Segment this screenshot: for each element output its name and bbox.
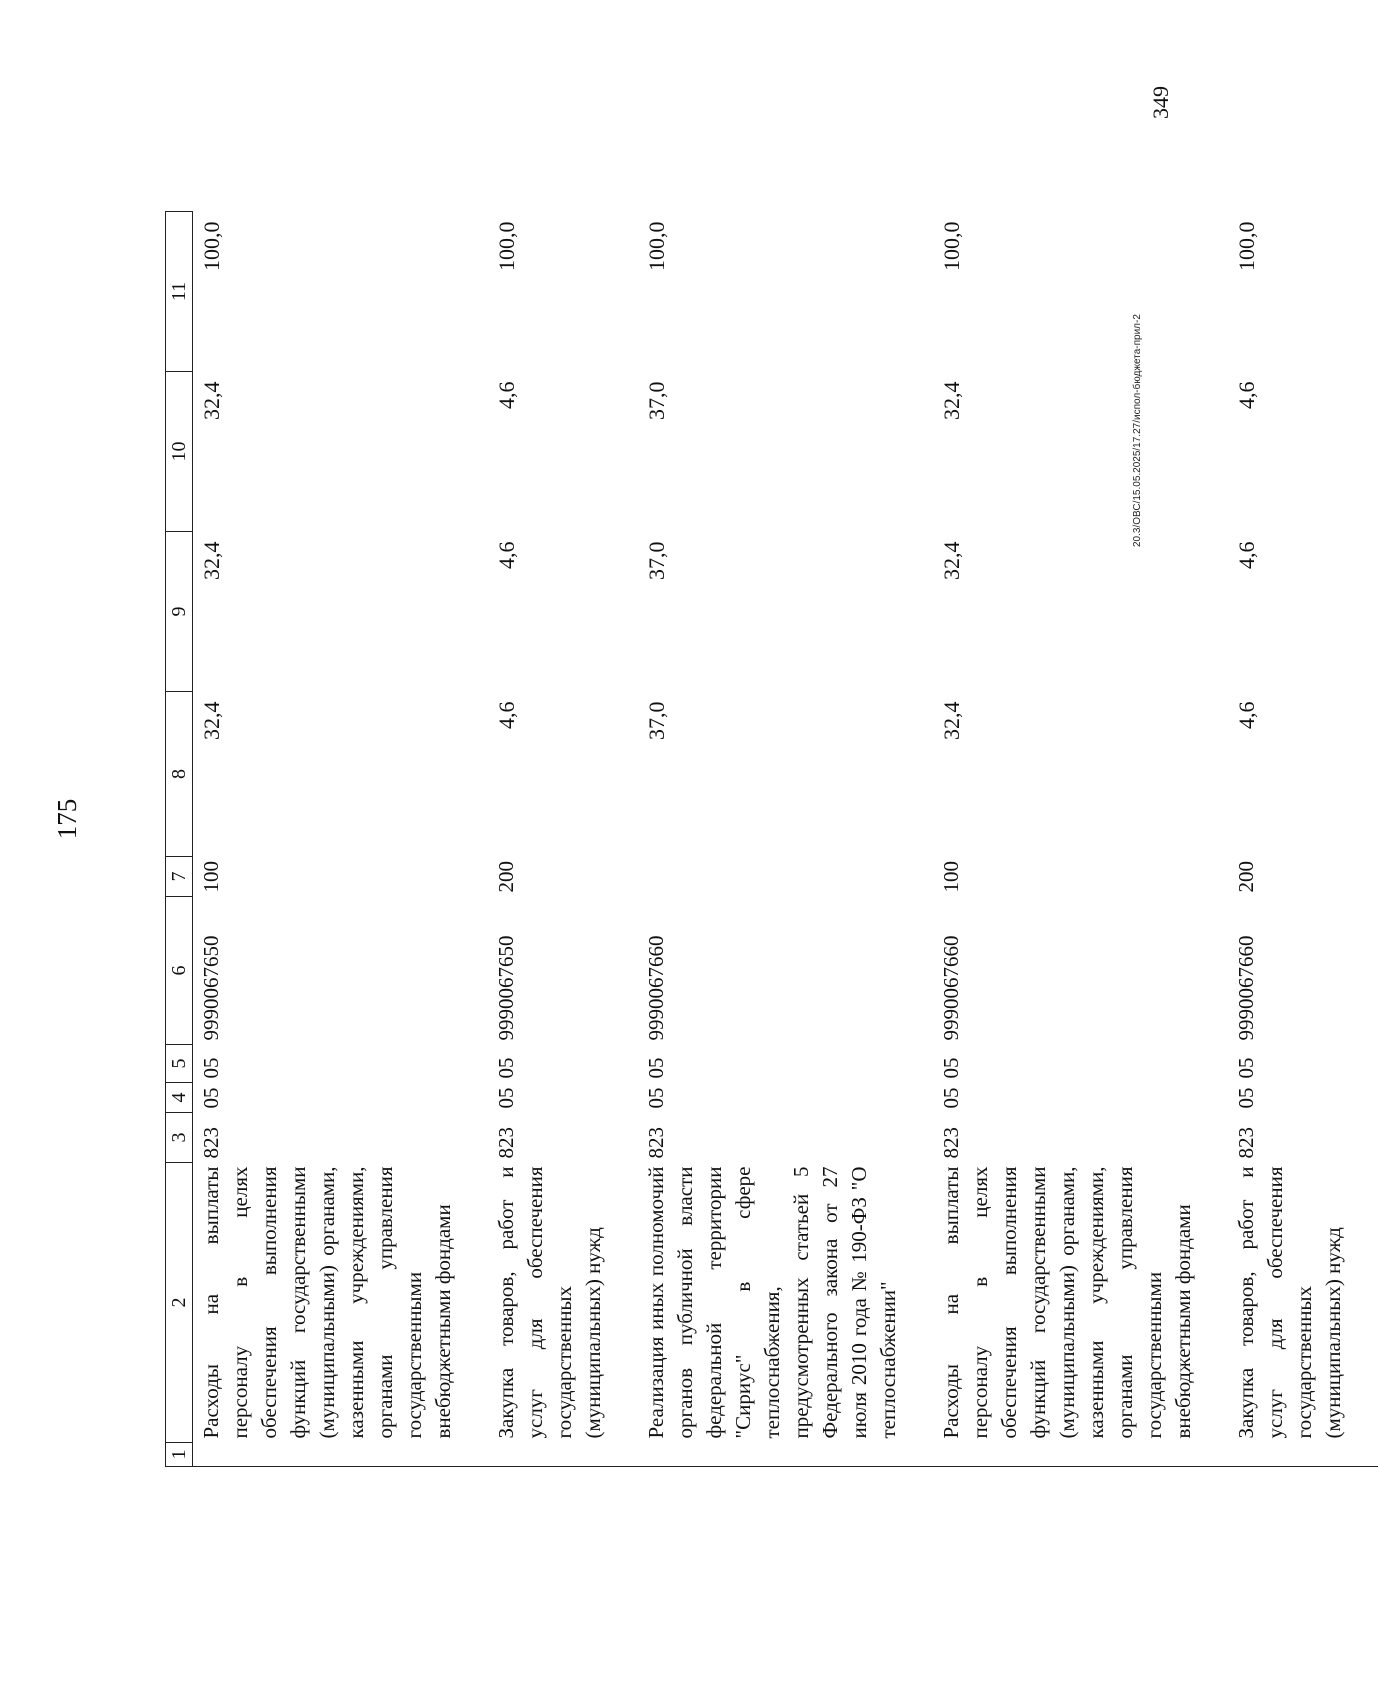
row-value-11: 100,0 [199, 221, 224, 271]
row-value-11: 100,0 [644, 221, 669, 271]
row-value-10: 4,6 [494, 381, 519, 409]
row-code-4: 05 [494, 1087, 518, 1109]
document-footer-code: 20.3/ОВС/15.05.2025/17.27/испол-бюджета-прил-2 [1132, 314, 1143, 547]
row-code-4: 05 [199, 1087, 223, 1109]
header-cell: 2 [166, 1163, 193, 1443]
table-row [933, 212, 1228, 1467]
row-value-9: 37,0 [644, 541, 669, 580]
row-code-4: 05 [939, 1087, 963, 1109]
row-value-8: 4,6 [1234, 701, 1259, 729]
row-value-8: 37,0 [644, 701, 669, 740]
row-value-10: 32,4 [939, 381, 964, 420]
header-cell: 9 [166, 532, 193, 692]
budget-table [165, 211, 1378, 1467]
row-description: Закупка товаров, работ и услуг для обеспечения государственных (муниципальных) нужд [1234, 1166, 1345, 1439]
row-description: Расходы на выплаты персоналу в целях обеспечения выполнения функций государственными (муниципальными) органами, казенными учреждениями, органами управления государственными внебюджетными фондами [199, 1166, 455, 1439]
row-value-9: 32,4 [199, 541, 224, 580]
row-code-7: 100 [939, 861, 963, 893]
row-code-6: 9990067660 [1234, 935, 1258, 1041]
row-description: Закупка товаров, работ и услуг для обеспечения государственных (муниципальных) нужд [494, 1166, 605, 1439]
row-cell-empty [193, 1443, 489, 1467]
row-code-5: 05 [644, 1057, 668, 1079]
row-code-7 [638, 857, 933, 897]
header-cell: 10 [166, 372, 193, 532]
row-cell-empty [1228, 1443, 1378, 1467]
row-code-3: 823 [1234, 1127, 1258, 1159]
header-cell: 11 [166, 212, 193, 372]
table-row [193, 212, 489, 1467]
row-value-11: 100,0 [1234, 221, 1259, 271]
header-cell: 4 [166, 1083, 193, 1113]
row-cell-empty [933, 1443, 1228, 1467]
row-value-8: 4,6 [494, 701, 519, 729]
row-value-9: 4,6 [1234, 541, 1259, 569]
row-value-10: 37,0 [644, 381, 669, 420]
row-code-3: 823 [939, 1127, 963, 1159]
row-cell-empty [488, 1443, 638, 1467]
row-code-4: 05 [1234, 1087, 1258, 1109]
row-value-8: 32,4 [199, 701, 224, 740]
row-code-7: 200 [494, 861, 518, 893]
table-header-row [166, 212, 193, 1467]
header-cell: 1 [166, 1443, 193, 1467]
row-value-10: 32,4 [199, 381, 224, 420]
row-code-4: 05 [644, 1087, 668, 1109]
row-code-7: 100 [199, 861, 223, 893]
row-value-11: 100,0 [939, 221, 964, 271]
table-row [1228, 212, 1378, 1467]
row-code-6: 9990067660 [644, 935, 668, 1041]
row-code-7: 200 [1234, 861, 1258, 893]
table-row [488, 212, 638, 1467]
row-code-5: 05 [494, 1057, 518, 1079]
row-value-11: 100,0 [494, 221, 519, 271]
row-value-10: 4,6 [1234, 381, 1259, 409]
table-row [638, 212, 933, 1467]
row-code-6: 9990067660 [939, 935, 963, 1041]
header-cell: 5 [166, 1045, 193, 1083]
row-code-6: 9990067650 [494, 935, 518, 1041]
page-number: 175 [52, 798, 82, 840]
row-code-3: 823 [644, 1127, 668, 1159]
row-code-3: 823 [199, 1127, 223, 1159]
row-cell-empty [638, 1443, 933, 1467]
row-code-5: 05 [939, 1057, 963, 1079]
row-code-3: 823 [494, 1127, 518, 1159]
header-cell: 3 [166, 1113, 193, 1163]
header-cell: 7 [166, 857, 193, 897]
row-code-5: 05 [199, 1057, 223, 1079]
row-code-6: 9990067650 [199, 935, 223, 1041]
row-code-5: 05 [1234, 1057, 1258, 1079]
row-value-9: 32,4 [939, 541, 964, 580]
row-description: Реализация иных полномочий органов публичной власти федеральной территории "Сириус" в сфере теплоснабжения, предусмотренных статьей 5 Федерального закона от 27 июля 2010 года № 190-ФЗ "О теплоснабжении" [644, 1166, 900, 1439]
sheet-number: 349 [1148, 86, 1173, 119]
row-value-8: 32,4 [939, 701, 964, 740]
header-cell: 8 [166, 692, 193, 857]
header-cell: 6 [166, 897, 193, 1045]
row-description: Расходы на выплаты персоналу в целях обеспечения выполнения функций государственными (муниципальными) органами, казенными учреждениями, органами управления государственными внебюджетными фондами [939, 1166, 1195, 1439]
row-value-9: 4,6 [494, 541, 519, 569]
